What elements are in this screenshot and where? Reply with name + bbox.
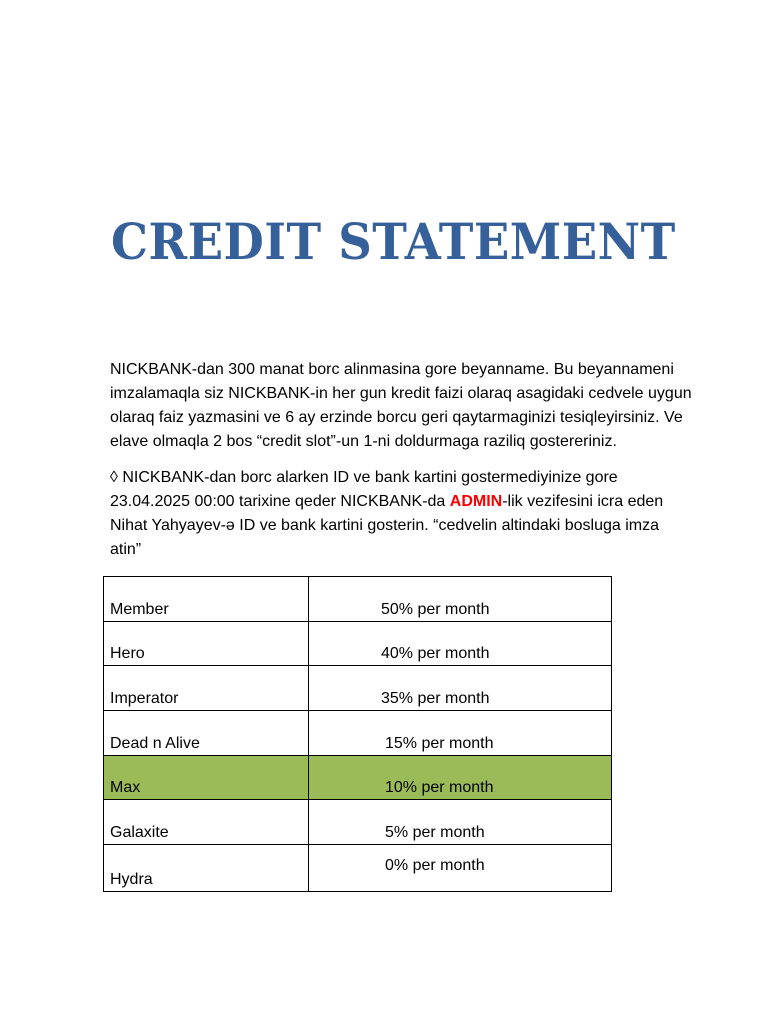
table-row (104, 666, 612, 711)
tier-name: Hydra (104, 845, 309, 892)
paragraph-line: imzalamaqla siz NICKBANK-in her gun kredit faizi olaraq asagidaki cedvele uygun (110, 385, 692, 402)
tier-name: Galaxite (104, 800, 309, 845)
paragraph-line: atin” (110, 541, 142, 558)
tier-name: Member (104, 577, 309, 622)
table-row (104, 800, 612, 845)
tier-rate: 35% per month (309, 666, 612, 711)
interest-rates-table (103, 576, 612, 892)
tier-name: Max (104, 755, 309, 800)
text-segment: 23.04.2025 00:00 tarixine qeder NICKBANK-da (110, 493, 450, 510)
tier-rate: 10% per month (309, 755, 612, 800)
paragraph-line (110, 490, 663, 514)
text-segment: -lik vezifesini icra eden (502, 493, 664, 510)
tier-name: Dead n Alive (104, 711, 309, 756)
admin-highlight: ADMIN (449, 493, 503, 510)
declaration-paragraph (110, 358, 692, 454)
table-row (104, 845, 612, 892)
tier-rate: 50% per month (309, 577, 612, 622)
table-row-highlighted (104, 755, 612, 800)
table-row (104, 711, 612, 756)
paragraph-line: NICKBANK-dan 300 manat borc alinmasina gore beyanname. Bu beyannameni (110, 361, 674, 378)
tier-rate: 5% per month (309, 800, 612, 845)
tier-name: Imperator (104, 666, 309, 711)
tier-rate: 15% per month (309, 711, 612, 756)
tier-name: Hero (104, 621, 309, 666)
document-title: CREDIT STATEMENT (111, 212, 676, 271)
tier-rate: 40% per month (309, 621, 612, 666)
paragraph-line: ◊ NICKBANK-dan borc alarken ID ve bank kartini gostermediyinize gore (110, 469, 618, 486)
paragraph-line: olaraq faiz yazmasini ve 6 ay erzinde borcu geri qaytarmaginizi tesiqleyirsiniz. Ve (110, 409, 683, 426)
table-row (104, 577, 612, 622)
table-row (104, 621, 612, 666)
paragraph-line: Nihat Yahyayev-ə ID ve bank kartini gosterin. “cedvelin altindaki bosluga imza (110, 517, 660, 534)
paragraph-line: elave olmaqla 2 bos “credit slot”-un 1-ni doldurmaga raziliq gostereriniz. (110, 433, 617, 450)
tier-rate: 0% per month (309, 845, 612, 892)
id-notice-paragraph (110, 466, 663, 562)
